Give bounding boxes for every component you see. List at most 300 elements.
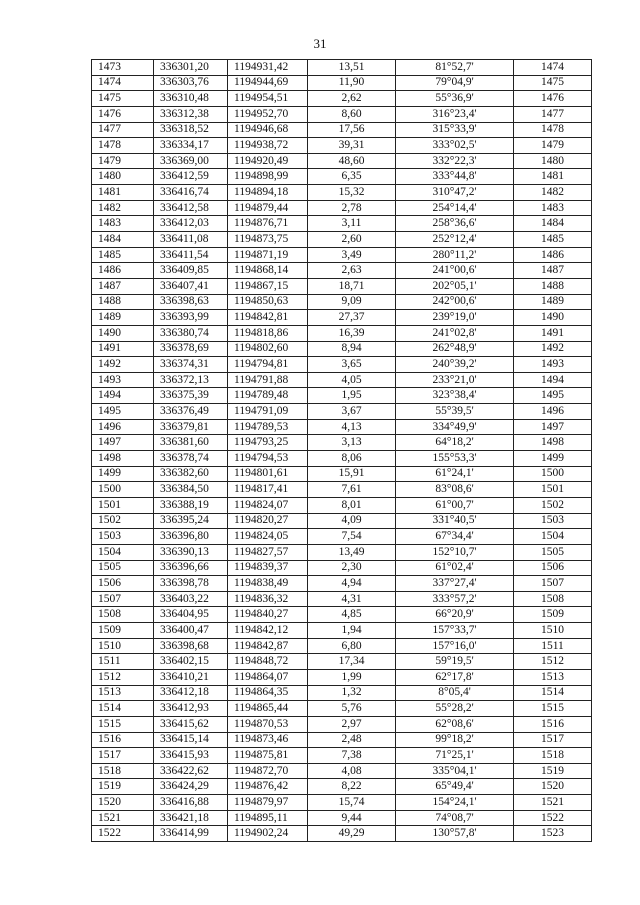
x-coordinate-cell: 336409,85 bbox=[154, 263, 228, 279]
y-coordinate-cell: 1194920,49 bbox=[228, 153, 308, 169]
point-number-cell: 1513 bbox=[92, 685, 154, 701]
point-number-cell: 1502 bbox=[92, 513, 154, 529]
point-number-cell: 1514 bbox=[92, 701, 154, 717]
distance-cell: 1,32 bbox=[308, 685, 396, 701]
table-row bbox=[92, 278, 592, 294]
x-coordinate-cell: 336318,52 bbox=[154, 122, 228, 138]
x-coordinate-cell: 336400,47 bbox=[154, 623, 228, 639]
next-point-cell: 1495 bbox=[514, 388, 592, 404]
table-row bbox=[92, 716, 592, 732]
distance-cell: 3,67 bbox=[308, 404, 396, 420]
table-row bbox=[92, 388, 592, 404]
bearing-cell: 280°11,2' bbox=[396, 247, 514, 263]
table-row bbox=[92, 91, 592, 107]
distance-cell: 7,54 bbox=[308, 529, 396, 545]
table-row bbox=[92, 810, 592, 826]
bearing-cell: 254°14,4' bbox=[396, 200, 514, 216]
table-row bbox=[92, 669, 592, 685]
next-point-cell: 1503 bbox=[514, 513, 592, 529]
y-coordinate-cell: 1194802,60 bbox=[228, 341, 308, 357]
bearing-cell: 61°24,1' bbox=[396, 466, 514, 482]
bearing-cell: 323°38,4' bbox=[396, 388, 514, 404]
bearing-cell: 55°36,9' bbox=[396, 91, 514, 107]
point-number-cell: 1505 bbox=[92, 560, 154, 576]
bearing-cell: 83°08,6' bbox=[396, 482, 514, 498]
next-point-cell: 1504 bbox=[514, 529, 592, 545]
distance-cell: 6,80 bbox=[308, 638, 396, 654]
x-coordinate-cell: 336403,22 bbox=[154, 591, 228, 607]
table-row bbox=[92, 451, 592, 467]
x-coordinate-cell: 336310,48 bbox=[154, 91, 228, 107]
y-coordinate-cell: 1194867,15 bbox=[228, 278, 308, 294]
y-coordinate-cell: 1194794,53 bbox=[228, 451, 308, 467]
bearing-cell: 252°12,4' bbox=[396, 232, 514, 248]
distance-cell: 2,97 bbox=[308, 716, 396, 732]
y-coordinate-cell: 1194871,19 bbox=[228, 247, 308, 263]
distance-cell: 16,39 bbox=[308, 325, 396, 341]
bearing-cell: 155°53,3' bbox=[396, 451, 514, 467]
point-number-cell: 1487 bbox=[92, 278, 154, 294]
x-coordinate-cell: 336407,41 bbox=[154, 278, 228, 294]
x-coordinate-cell: 336398,68 bbox=[154, 638, 228, 654]
table-row bbox=[92, 795, 592, 811]
point-number-cell: 1519 bbox=[92, 779, 154, 795]
distance-cell: 8,22 bbox=[308, 779, 396, 795]
bearing-cell: 61°00,7' bbox=[396, 497, 514, 513]
table-row bbox=[92, 685, 592, 701]
next-point-cell: 1516 bbox=[514, 716, 592, 732]
point-number-cell: 1473 bbox=[92, 60, 154, 76]
next-point-cell: 1520 bbox=[514, 779, 592, 795]
table-row bbox=[92, 138, 592, 154]
point-number-cell: 1485 bbox=[92, 247, 154, 263]
bearing-cell: 65°49,4' bbox=[396, 779, 514, 795]
point-number-cell: 1498 bbox=[92, 451, 154, 467]
bearing-cell: 130°57,8' bbox=[396, 826, 514, 842]
next-point-cell: 1521 bbox=[514, 795, 592, 811]
y-coordinate-cell: 1194818,86 bbox=[228, 325, 308, 341]
bearing-cell: 334°49,9' bbox=[396, 419, 514, 435]
next-point-cell: 1498 bbox=[514, 435, 592, 451]
bearing-cell: 62°17,8' bbox=[396, 669, 514, 685]
point-number-cell: 1481 bbox=[92, 185, 154, 201]
table-row bbox=[92, 122, 592, 138]
distance-cell: 48,60 bbox=[308, 153, 396, 169]
next-point-cell: 1478 bbox=[514, 122, 592, 138]
next-point-cell: 1502 bbox=[514, 497, 592, 513]
table-row bbox=[92, 247, 592, 263]
point-number-cell: 1516 bbox=[92, 732, 154, 748]
x-coordinate-cell: 336376,49 bbox=[154, 404, 228, 420]
x-coordinate-cell: 336384,50 bbox=[154, 482, 228, 498]
bearing-cell: 157°16,0' bbox=[396, 638, 514, 654]
y-coordinate-cell: 1194902,24 bbox=[228, 826, 308, 842]
y-coordinate-cell: 1194824,05 bbox=[228, 529, 308, 545]
point-number-cell: 1492 bbox=[92, 357, 154, 373]
distance-cell: 9,09 bbox=[308, 294, 396, 310]
distance-cell: 27,37 bbox=[308, 310, 396, 326]
bearing-cell: 332°22,3' bbox=[396, 153, 514, 169]
next-point-cell: 1491 bbox=[514, 325, 592, 341]
x-coordinate-cell: 336396,80 bbox=[154, 529, 228, 545]
table-row bbox=[92, 341, 592, 357]
bearing-cell: 241°02,8' bbox=[396, 325, 514, 341]
point-number-cell: 1517 bbox=[92, 748, 154, 764]
y-coordinate-cell: 1194876,71 bbox=[228, 216, 308, 232]
x-coordinate-cell: 336412,03 bbox=[154, 216, 228, 232]
point-number-cell: 1480 bbox=[92, 169, 154, 185]
table-row bbox=[92, 263, 592, 279]
y-coordinate-cell: 1194954,51 bbox=[228, 91, 308, 107]
next-point-cell: 1508 bbox=[514, 591, 592, 607]
x-coordinate-cell: 336378,69 bbox=[154, 341, 228, 357]
point-number-cell: 1518 bbox=[92, 763, 154, 779]
next-point-cell: 1492 bbox=[514, 341, 592, 357]
point-number-cell: 1484 bbox=[92, 232, 154, 248]
y-coordinate-cell: 1194794,81 bbox=[228, 357, 308, 373]
next-point-cell: 1499 bbox=[514, 451, 592, 467]
distance-cell: 18,71 bbox=[308, 278, 396, 294]
bearing-cell: 8°05,4' bbox=[396, 685, 514, 701]
point-number-cell: 1475 bbox=[92, 91, 154, 107]
distance-cell: 4,85 bbox=[308, 607, 396, 623]
table-row bbox=[92, 153, 592, 169]
next-point-cell: 1505 bbox=[514, 544, 592, 560]
distance-cell: 4,08 bbox=[308, 763, 396, 779]
next-point-cell: 1484 bbox=[514, 216, 592, 232]
x-coordinate-cell: 336381,60 bbox=[154, 435, 228, 451]
point-number-cell: 1495 bbox=[92, 404, 154, 420]
table-row bbox=[92, 169, 592, 185]
point-number-cell: 1500 bbox=[92, 482, 154, 498]
table-row bbox=[92, 826, 592, 842]
y-coordinate-cell: 1194946,68 bbox=[228, 122, 308, 138]
next-point-cell: 1494 bbox=[514, 372, 592, 388]
y-coordinate-cell: 1194789,53 bbox=[228, 419, 308, 435]
x-coordinate-cell: 336312,38 bbox=[154, 106, 228, 122]
x-coordinate-cell: 336380,74 bbox=[154, 325, 228, 341]
bearing-cell: 337°27,4' bbox=[396, 576, 514, 592]
x-coordinate-cell: 336393,99 bbox=[154, 310, 228, 326]
table-row bbox=[92, 200, 592, 216]
bearing-cell: 157°33,7' bbox=[396, 623, 514, 639]
x-coordinate-cell: 336369,00 bbox=[154, 153, 228, 169]
table-row bbox=[92, 763, 592, 779]
y-coordinate-cell: 1194839,37 bbox=[228, 560, 308, 576]
point-number-cell: 1486 bbox=[92, 263, 154, 279]
y-coordinate-cell: 1194894,18 bbox=[228, 185, 308, 201]
next-point-cell: 1482 bbox=[514, 185, 592, 201]
distance-cell: 17,34 bbox=[308, 654, 396, 670]
y-coordinate-cell: 1194875,81 bbox=[228, 748, 308, 764]
point-number-cell: 1510 bbox=[92, 638, 154, 654]
bearing-cell: 66°20,9' bbox=[396, 607, 514, 623]
bearing-cell: 242°00,6' bbox=[396, 294, 514, 310]
x-coordinate-cell: 336395,24 bbox=[154, 513, 228, 529]
y-coordinate-cell: 1194838,49 bbox=[228, 576, 308, 592]
x-coordinate-cell: 336416,74 bbox=[154, 185, 228, 201]
table-row bbox=[92, 106, 592, 122]
x-coordinate-cell: 336382,60 bbox=[154, 466, 228, 482]
distance-cell: 2,62 bbox=[308, 91, 396, 107]
x-coordinate-cell: 336414,99 bbox=[154, 826, 228, 842]
x-coordinate-cell: 336421,18 bbox=[154, 810, 228, 826]
y-coordinate-cell: 1194817,41 bbox=[228, 482, 308, 498]
point-number-cell: 1483 bbox=[92, 216, 154, 232]
y-coordinate-cell: 1194824,07 bbox=[228, 497, 308, 513]
bearing-cell: 335°04,1' bbox=[396, 763, 514, 779]
table-row bbox=[92, 482, 592, 498]
bearing-cell: 331°40,5' bbox=[396, 513, 514, 529]
x-coordinate-cell: 336412,18 bbox=[154, 685, 228, 701]
y-coordinate-cell: 1194842,12 bbox=[228, 623, 308, 639]
bearing-cell: 154°24,1' bbox=[396, 795, 514, 811]
table-row bbox=[92, 779, 592, 795]
table-row bbox=[92, 544, 592, 560]
next-point-cell: 1493 bbox=[514, 357, 592, 373]
y-coordinate-cell: 1194850,63 bbox=[228, 294, 308, 310]
y-coordinate-cell: 1194864,35 bbox=[228, 685, 308, 701]
x-coordinate-cell: 336412,58 bbox=[154, 200, 228, 216]
point-number-cell: 1507 bbox=[92, 591, 154, 607]
x-coordinate-cell: 336416,88 bbox=[154, 795, 228, 811]
distance-cell: 3,13 bbox=[308, 435, 396, 451]
next-point-cell: 1474 bbox=[514, 60, 592, 76]
distance-cell: 9,44 bbox=[308, 810, 396, 826]
bearing-cell: 74°08,7' bbox=[396, 810, 514, 826]
bearing-cell: 333°44,8' bbox=[396, 169, 514, 185]
distance-cell: 49,29 bbox=[308, 826, 396, 842]
next-point-cell: 1518 bbox=[514, 748, 592, 764]
table-row bbox=[92, 435, 592, 451]
x-coordinate-cell: 336372,13 bbox=[154, 372, 228, 388]
table-row bbox=[92, 607, 592, 623]
table-row bbox=[92, 372, 592, 388]
x-coordinate-cell: 336412,59 bbox=[154, 169, 228, 185]
y-coordinate-cell: 1194873,75 bbox=[228, 232, 308, 248]
next-point-cell: 1512 bbox=[514, 654, 592, 670]
x-coordinate-cell: 336390,13 bbox=[154, 544, 228, 560]
page-number: 31 bbox=[313, 36, 327, 51]
x-coordinate-cell: 336375,39 bbox=[154, 388, 228, 404]
x-coordinate-cell: 336398,63 bbox=[154, 294, 228, 310]
point-number-cell: 1508 bbox=[92, 607, 154, 623]
next-point-cell: 1476 bbox=[514, 91, 592, 107]
distance-cell: 3,65 bbox=[308, 357, 396, 373]
y-coordinate-cell: 1194879,97 bbox=[228, 795, 308, 811]
y-coordinate-cell: 1194865,44 bbox=[228, 701, 308, 717]
x-coordinate-cell: 336415,62 bbox=[154, 716, 228, 732]
next-point-cell: 1523 bbox=[514, 826, 592, 842]
next-point-cell: 1479 bbox=[514, 138, 592, 154]
distance-cell: 15,91 bbox=[308, 466, 396, 482]
bearing-cell: 59°19,5' bbox=[396, 654, 514, 670]
bearing-cell: 202°05,1' bbox=[396, 278, 514, 294]
next-point-cell: 1510 bbox=[514, 623, 592, 639]
x-coordinate-cell: 336301,20 bbox=[154, 60, 228, 76]
bearing-cell: 316°23,4' bbox=[396, 106, 514, 122]
next-point-cell: 1490 bbox=[514, 310, 592, 326]
distance-cell: 39,31 bbox=[308, 138, 396, 154]
next-point-cell: 1513 bbox=[514, 669, 592, 685]
bearing-cell: 99°18,2' bbox=[396, 732, 514, 748]
y-coordinate-cell: 1194898,99 bbox=[228, 169, 308, 185]
distance-cell: 6,35 bbox=[308, 169, 396, 185]
x-coordinate-cell: 336402,15 bbox=[154, 654, 228, 670]
x-coordinate-cell: 336415,93 bbox=[154, 748, 228, 764]
bearing-cell: 333°57,2' bbox=[396, 591, 514, 607]
next-point-cell: 1477 bbox=[514, 106, 592, 122]
distance-cell: 13,49 bbox=[308, 544, 396, 560]
distance-cell: 13,51 bbox=[308, 60, 396, 76]
distance-cell: 3,49 bbox=[308, 247, 396, 263]
y-coordinate-cell: 1194873,46 bbox=[228, 732, 308, 748]
y-coordinate-cell: 1194840,27 bbox=[228, 607, 308, 623]
table-row bbox=[92, 529, 592, 545]
next-point-cell: 1475 bbox=[514, 75, 592, 91]
x-coordinate-cell: 336424,29 bbox=[154, 779, 228, 795]
distance-cell: 2,30 bbox=[308, 560, 396, 576]
bearing-cell: 55°39,5' bbox=[396, 404, 514, 420]
point-number-cell: 1493 bbox=[92, 372, 154, 388]
next-point-cell: 1517 bbox=[514, 732, 592, 748]
bearing-cell: 71°25,1' bbox=[396, 748, 514, 764]
next-point-cell: 1487 bbox=[514, 263, 592, 279]
distance-cell: 17,56 bbox=[308, 122, 396, 138]
point-number-cell: 1474 bbox=[92, 75, 154, 91]
bearing-cell: 333°02,5' bbox=[396, 138, 514, 154]
point-number-cell: 1491 bbox=[92, 341, 154, 357]
next-point-cell: 1515 bbox=[514, 701, 592, 717]
point-number-cell: 1504 bbox=[92, 544, 154, 560]
y-coordinate-cell: 1194944,69 bbox=[228, 75, 308, 91]
distance-cell: 2,60 bbox=[308, 232, 396, 248]
point-number-cell: 1512 bbox=[92, 669, 154, 685]
distance-cell: 4,13 bbox=[308, 419, 396, 435]
y-coordinate-cell: 1194864,07 bbox=[228, 669, 308, 685]
table-row bbox=[92, 591, 592, 607]
table-row bbox=[92, 232, 592, 248]
y-coordinate-cell: 1194870,53 bbox=[228, 716, 308, 732]
y-coordinate-cell: 1194848,72 bbox=[228, 654, 308, 670]
point-number-cell: 1521 bbox=[92, 810, 154, 826]
distance-cell: 4,09 bbox=[308, 513, 396, 529]
distance-cell: 2,63 bbox=[308, 263, 396, 279]
point-number-cell: 1490 bbox=[92, 325, 154, 341]
x-coordinate-cell: 336378,74 bbox=[154, 451, 228, 467]
table-row bbox=[92, 294, 592, 310]
y-coordinate-cell: 1194789,48 bbox=[228, 388, 308, 404]
distance-cell: 4,31 bbox=[308, 591, 396, 607]
point-number-cell: 1488 bbox=[92, 294, 154, 310]
y-coordinate-cell: 1194836,32 bbox=[228, 591, 308, 607]
next-point-cell: 1522 bbox=[514, 810, 592, 826]
distance-cell: 4,05 bbox=[308, 372, 396, 388]
bearing-cell: 81°52,7' bbox=[396, 60, 514, 76]
y-coordinate-cell: 1194872,70 bbox=[228, 763, 308, 779]
next-point-cell: 1496 bbox=[514, 404, 592, 420]
point-number-cell: 1509 bbox=[92, 623, 154, 639]
point-number-cell: 1476 bbox=[92, 106, 154, 122]
distance-cell: 15,32 bbox=[308, 185, 396, 201]
table-row bbox=[92, 560, 592, 576]
x-coordinate-cell: 336404,95 bbox=[154, 607, 228, 623]
y-coordinate-cell: 1194820,27 bbox=[228, 513, 308, 529]
bearing-cell: 315°33,9' bbox=[396, 122, 514, 138]
next-point-cell: 1500 bbox=[514, 466, 592, 482]
point-number-cell: 1522 bbox=[92, 826, 154, 842]
table-row bbox=[92, 513, 592, 529]
point-number-cell: 1501 bbox=[92, 497, 154, 513]
bearing-cell: 239°19,0' bbox=[396, 310, 514, 326]
y-coordinate-cell: 1194931,42 bbox=[228, 60, 308, 76]
point-number-cell: 1482 bbox=[92, 200, 154, 216]
table-row bbox=[92, 357, 592, 373]
y-coordinate-cell: 1194938,72 bbox=[228, 138, 308, 154]
next-point-cell: 1486 bbox=[514, 247, 592, 263]
y-coordinate-cell: 1194842,87 bbox=[228, 638, 308, 654]
distance-cell: 1,94 bbox=[308, 623, 396, 639]
table-row bbox=[92, 497, 592, 513]
distance-cell: 11,90 bbox=[308, 75, 396, 91]
distance-cell: 4,94 bbox=[308, 576, 396, 592]
distance-cell: 2,48 bbox=[308, 732, 396, 748]
x-coordinate-cell: 336415,14 bbox=[154, 732, 228, 748]
point-number-cell: 1479 bbox=[92, 153, 154, 169]
point-number-cell: 1489 bbox=[92, 310, 154, 326]
next-point-cell: 1481 bbox=[514, 169, 592, 185]
table-row bbox=[92, 216, 592, 232]
next-point-cell: 1485 bbox=[514, 232, 592, 248]
bearing-cell: 67°34,4' bbox=[396, 529, 514, 545]
x-coordinate-cell: 336396,66 bbox=[154, 560, 228, 576]
x-coordinate-cell: 336379,81 bbox=[154, 419, 228, 435]
next-point-cell: 1511 bbox=[514, 638, 592, 654]
table-row bbox=[92, 748, 592, 764]
table-row bbox=[92, 310, 592, 326]
bearing-cell: 310°47,2' bbox=[396, 185, 514, 201]
point-number-cell: 1515 bbox=[92, 716, 154, 732]
y-coordinate-cell: 1194879,44 bbox=[228, 200, 308, 216]
next-point-cell: 1489 bbox=[514, 294, 592, 310]
coordinates-table-body bbox=[92, 60, 592, 842]
distance-cell: 8,94 bbox=[308, 341, 396, 357]
table-row bbox=[92, 325, 592, 341]
next-point-cell: 1501 bbox=[514, 482, 592, 498]
next-point-cell: 1507 bbox=[514, 576, 592, 592]
distance-cell: 1,99 bbox=[308, 669, 396, 685]
point-number-cell: 1497 bbox=[92, 435, 154, 451]
next-point-cell: 1506 bbox=[514, 560, 592, 576]
point-number-cell: 1477 bbox=[92, 122, 154, 138]
distance-cell: 8,06 bbox=[308, 451, 396, 467]
table-row bbox=[92, 732, 592, 748]
table-row bbox=[92, 419, 592, 435]
x-coordinate-cell: 336410,21 bbox=[154, 669, 228, 685]
distance-cell: 7,61 bbox=[308, 482, 396, 498]
table-row bbox=[92, 466, 592, 482]
distance-cell: 15,74 bbox=[308, 795, 396, 811]
x-coordinate-cell: 336411,54 bbox=[154, 247, 228, 263]
x-coordinate-cell: 336334,17 bbox=[154, 138, 228, 154]
bearing-cell: 262°48,9' bbox=[396, 341, 514, 357]
bearing-cell: 152°10,7' bbox=[396, 544, 514, 560]
table-row bbox=[92, 576, 592, 592]
next-point-cell: 1488 bbox=[514, 278, 592, 294]
next-point-cell: 1480 bbox=[514, 153, 592, 169]
distance-cell: 5,76 bbox=[308, 701, 396, 717]
bearing-cell: 240°39,2' bbox=[396, 357, 514, 373]
